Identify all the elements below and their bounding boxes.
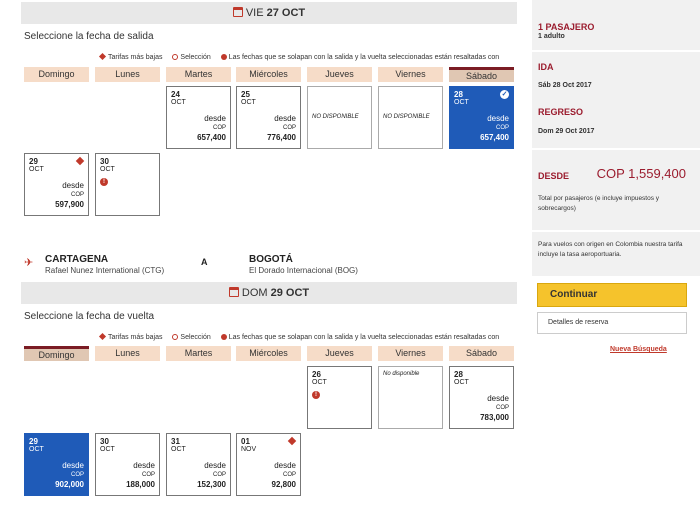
passengers-count: 1 PASAJERO bbox=[538, 22, 595, 32]
cell-desde: desde bbox=[487, 114, 509, 123]
cell-month: OCT bbox=[312, 379, 327, 386]
cell-month: OCT bbox=[100, 166, 115, 173]
day-header-friday: Viernes bbox=[378, 346, 443, 361]
cell-desde: desde bbox=[204, 114, 226, 123]
day-header-thursday: Jueves bbox=[307, 67, 372, 82]
return-legend bbox=[100, 334, 517, 341]
cell-price: 657,400 bbox=[197, 133, 226, 142]
date-cell-29-oct[interactable] bbox=[24, 153, 89, 216]
cell-price: 597,900 bbox=[55, 200, 84, 209]
cell-day: 26 bbox=[312, 370, 321, 379]
day-header-sunday: Domingo bbox=[24, 67, 89, 82]
day-header-saturday: Sábado bbox=[449, 67, 514, 82]
from-label: DESDE bbox=[538, 171, 570, 181]
cell-desde: desde bbox=[274, 114, 296, 123]
tag-icon bbox=[99, 333, 106, 340]
tag-icon bbox=[99, 53, 106, 60]
cell-currency: COP bbox=[212, 125, 226, 131]
new-search-link[interactable]: Nueva Búsqueda bbox=[610, 346, 667, 353]
cell-month: OCT bbox=[171, 99, 186, 106]
day-header-tuesday: Martes bbox=[166, 67, 231, 82]
cell-month: OCT bbox=[29, 166, 44, 173]
return-cell-31-oct[interactable] bbox=[166, 433, 231, 496]
cell-currency: COP bbox=[495, 405, 509, 411]
return-date: 29 OCT bbox=[270, 287, 310, 299]
cell-price: 152,300 bbox=[197, 480, 226, 489]
day-header-thursday: Jueves bbox=[307, 346, 372, 361]
origin-city: CARTAGENA bbox=[45, 254, 109, 265]
tag-icon bbox=[76, 157, 84, 165]
cell-currency: COP bbox=[212, 472, 226, 478]
cell-currency: COP bbox=[282, 125, 296, 131]
date-cell-unavailable-fri bbox=[378, 86, 443, 149]
calendar-icon bbox=[229, 287, 239, 297]
outbound-dow: VIE bbox=[245, 7, 264, 19]
cell-price: 188,000 bbox=[126, 480, 155, 489]
day-header-wednesday: Miércoles bbox=[236, 346, 301, 361]
day-header-wednesday: Miércoles bbox=[236, 67, 301, 82]
day-header-monday: Lunes bbox=[95, 346, 160, 361]
cell-day: 28 bbox=[454, 90, 463, 99]
cell-day: 28 bbox=[454, 370, 463, 379]
adults-count: 1 adulto bbox=[538, 33, 565, 40]
cell-not-available: NO DISPONIBLE bbox=[312, 114, 359, 120]
cell-price: 783,000 bbox=[480, 413, 509, 422]
note-box bbox=[532, 232, 700, 276]
total-price: COP 1,559,400 bbox=[596, 166, 686, 181]
return-label: REGRESO bbox=[538, 107, 584, 117]
legend-selection: Selección bbox=[180, 54, 211, 61]
date-cell-28-oct-selected[interactable] bbox=[449, 86, 514, 149]
outbound-legend bbox=[100, 54, 517, 61]
cell-desde: desde bbox=[133, 461, 155, 470]
cell-day: 30 bbox=[100, 437, 109, 446]
colombia-tax-note: Para vuelos con origen en Colombia nuestra tarifa incluye la tasa aeroportuaria. bbox=[538, 241, 683, 258]
calendar-icon bbox=[233, 7, 243, 17]
selection-icon bbox=[172, 334, 178, 340]
legend-selection: Selección bbox=[180, 334, 211, 341]
return-date-summary: Dom 29 Oct 2017 bbox=[538, 128, 595, 135]
day-header-saturday: Sábado bbox=[449, 346, 514, 361]
selection-icon bbox=[172, 54, 178, 60]
outbound-label: IDA bbox=[538, 62, 554, 72]
check-icon: ✓ bbox=[501, 91, 508, 98]
day-header-monday: Lunes bbox=[95, 67, 160, 82]
cell-not-available: No disponible bbox=[383, 371, 420, 377]
cell-month: OCT bbox=[100, 446, 115, 453]
cell-price: 92,800 bbox=[271, 480, 296, 489]
cell-price: 657,400 bbox=[480, 133, 509, 142]
day-header-sunday: Domingo bbox=[24, 346, 89, 361]
cell-desde: desde bbox=[487, 394, 509, 403]
cell-day: 24 bbox=[171, 90, 180, 99]
legend-low-fares: Tarifas más bajas bbox=[108, 54, 163, 61]
cell-day: 29 bbox=[29, 437, 38, 446]
plane-icon: ✈ bbox=[24, 257, 34, 269]
date-cell-30-oct[interactable] bbox=[95, 153, 160, 216]
alert-icon bbox=[221, 334, 227, 340]
alert-icon: ! bbox=[312, 391, 320, 399]
cell-day: 25 bbox=[241, 90, 250, 99]
outbound-date: 27 OCT bbox=[266, 7, 306, 19]
cell-month: OCT bbox=[454, 379, 469, 386]
route-info bbox=[21, 254, 517, 276]
cell-currency: COP bbox=[495, 125, 509, 131]
cell-month: OCT bbox=[454, 99, 469, 106]
legend-overlap: Las fechas que se solapan con la salida y la vuelta seleccionadas están resaltadas con bbox=[228, 54, 500, 61]
return-cell-29-oct-selected[interactable] bbox=[24, 433, 89, 496]
outbound-date-bar bbox=[21, 2, 517, 24]
cell-day: 29 bbox=[29, 157, 38, 166]
alert-icon: ! bbox=[100, 178, 108, 186]
day-header-friday: Viernes bbox=[378, 67, 443, 82]
outbound-instruction: Seleccione la fecha de salida bbox=[24, 31, 154, 42]
return-dow: DOM bbox=[241, 287, 268, 299]
return-instruction: Seleccione la fecha de vuelta bbox=[24, 311, 155, 322]
cell-currency: COP bbox=[282, 472, 296, 478]
cell-desde: desde bbox=[274, 461, 296, 470]
legend-low-fares: Tarifas más bajas bbox=[108, 334, 163, 341]
itinerary-box bbox=[532, 52, 700, 148]
return-cell-26-oct[interactable] bbox=[307, 366, 372, 429]
return-cell-01-nov[interactable] bbox=[236, 433, 301, 496]
date-cell-unavailable-thu bbox=[307, 86, 372, 149]
destination-city: BOGOTÁ bbox=[249, 254, 293, 265]
total-note: Total por pasajeros (e incluye impuestos y sobrecargos) bbox=[538, 195, 660, 212]
cell-day: 30 bbox=[100, 157, 109, 166]
cell-desde: desde bbox=[62, 461, 84, 470]
cell-currency: COP bbox=[141, 472, 155, 478]
cell-month: NOV bbox=[241, 446, 257, 453]
booking-summary-sidebar bbox=[532, 0, 700, 508]
cell-desde: desde bbox=[204, 461, 226, 470]
return-cell-28-oct[interactable] bbox=[449, 366, 514, 429]
route-to-word: A bbox=[201, 257, 208, 267]
day-header-tuesday: Martes bbox=[166, 346, 231, 361]
cell-price: 776,400 bbox=[267, 133, 296, 142]
destination-airport: El Dorado Internacional (BOG) bbox=[249, 266, 358, 275]
passengers-box bbox=[532, 0, 700, 50]
cell-month: OCT bbox=[29, 446, 44, 453]
tag-icon bbox=[288, 437, 296, 445]
return-cell-unavailable bbox=[378, 366, 443, 429]
return-cell-30-oct[interactable] bbox=[95, 433, 160, 496]
cell-day: 01 bbox=[241, 437, 250, 446]
booking-details-button[interactable]: Detalles de reserva bbox=[537, 312, 687, 334]
cell-desde: desde bbox=[62, 181, 84, 190]
return-date-bar bbox=[21, 282, 517, 304]
date-cell-24-oct[interactable] bbox=[166, 86, 231, 149]
date-cell-25-oct[interactable] bbox=[236, 86, 301, 149]
alert-icon bbox=[221, 54, 227, 60]
origin-airport: Rafael Nunez International (CTG) bbox=[45, 266, 165, 275]
total-box bbox=[532, 150, 700, 230]
cell-not-available: NO DISPONIBLE bbox=[383, 114, 430, 120]
continue-button[interactable]: Continuar bbox=[537, 283, 687, 307]
cell-month: OCT bbox=[241, 99, 256, 106]
cell-month: OCT bbox=[171, 446, 186, 453]
cell-price: 902,000 bbox=[55, 480, 84, 489]
cell-currency: COP bbox=[70, 192, 84, 198]
cell-day: 31 bbox=[171, 437, 180, 446]
legend-overlap: Las fechas que se solapan con la salida y la vuelta seleccionadas están resaltadas con bbox=[228, 334, 500, 341]
cell-currency: COP bbox=[70, 472, 84, 478]
outbound-date-summary: Sáb 28 Oct 2017 bbox=[538, 82, 592, 89]
